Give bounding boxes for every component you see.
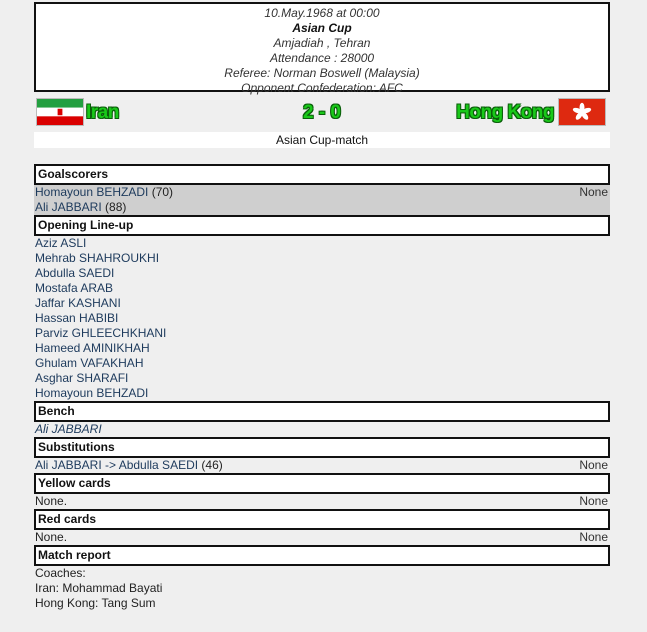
home-yellow-cards: None. (35, 494, 68, 508)
lineup-list (34, 236, 610, 401)
report-line: Hong Kong: Tang Sum (35, 596, 156, 610)
match-info-box (34, 2, 610, 95)
lineup-player[interactable]: Ghulam VAFAKHAH (35, 356, 144, 370)
home-team-name[interactable]: Iran (86, 102, 119, 123)
substitution-minute: (46) (198, 458, 223, 472)
final-score: 2 - 0 (302, 102, 342, 123)
lineup-player[interactable]: Aziz ASLI (35, 236, 87, 250)
red-cards-row (34, 530, 610, 545)
match-page (34, 2, 610, 611)
lineup-player[interactable]: Mehrab SHAHROUKHI (35, 251, 160, 265)
yellow-cards-row (34, 494, 610, 509)
away-red-cards: None (579, 530, 608, 544)
lineup-player[interactable]: Asghar SHARAFI (35, 371, 129, 385)
goalscorer-row (34, 200, 610, 215)
attendance: Attendance : 28000 (269, 51, 375, 65)
teams-banner (34, 96, 610, 132)
home-red-cards: None. (35, 530, 68, 544)
competition-name[interactable]: Asian Cup (292, 21, 352, 35)
venue: Amjadiah , Tehran (273, 36, 371, 50)
lineup-player[interactable]: Abdulla SAEDI (35, 266, 115, 280)
away-team-name[interactable]: Hong Kong (456, 102, 554, 123)
match-report-body (34, 566, 610, 611)
report-line: Coaches: (35, 566, 86, 580)
lineup-player[interactable]: Hassan HABIBI (35, 311, 119, 325)
substitution-row (34, 458, 610, 473)
yellow-cards-header: Yellow cards (34, 473, 610, 494)
report-line: Iran: Mohammad Bayati (35, 581, 163, 595)
bench-header: Bench (34, 401, 610, 422)
goalscorer-row (34, 185, 610, 200)
match-report-header: Match report (34, 545, 610, 566)
lineup-player[interactable]: Homayoun BEHZADI (35, 386, 149, 400)
substitutions-header: Substitutions (34, 437, 610, 458)
goalscorer-name[interactable]: Homayoun BEHZADI (35, 185, 149, 199)
goal-minute: (88) (101, 200, 127, 214)
goal-minute: (70) (148, 185, 174, 199)
match-type: Asian Cup-match (34, 132, 610, 148)
lineup-player[interactable]: Parviz GHLEECHKHANI (35, 326, 167, 340)
opponent-confederation: Opponent Confederation: AFC (241, 81, 403, 95)
away-goalscorers-none: None (579, 185, 608, 199)
away-yellow-cards: None (579, 494, 608, 508)
match-date: 10.May.1968 at 00:00 (264, 6, 380, 20)
lineup-player[interactable]: Mostafa ARAB (35, 281, 114, 295)
goalscorer-name[interactable]: Ali JABBARI (35, 200, 102, 214)
substitution-players[interactable]: Ali JABBARI -> Abdulla SAEDI (35, 458, 199, 472)
goalscorers-header: Goalscorers (34, 164, 610, 185)
red-cards-header: Red cards (34, 509, 610, 530)
lineup-player[interactable]: Jaffar KASHANI (35, 296, 121, 310)
referee: Referee: Norman Boswell (Malaysia) (224, 66, 420, 80)
hong-kong-flag-icon (558, 98, 606, 126)
away-substitutions-none: None (579, 458, 608, 472)
bench-player[interactable]: Ali JABBARI (35, 422, 102, 436)
lineup-header: Opening Line-up (34, 215, 610, 236)
goalscorers-list (34, 185, 610, 215)
lineup-player[interactable]: Hameed AMINIKHAH (35, 341, 150, 355)
